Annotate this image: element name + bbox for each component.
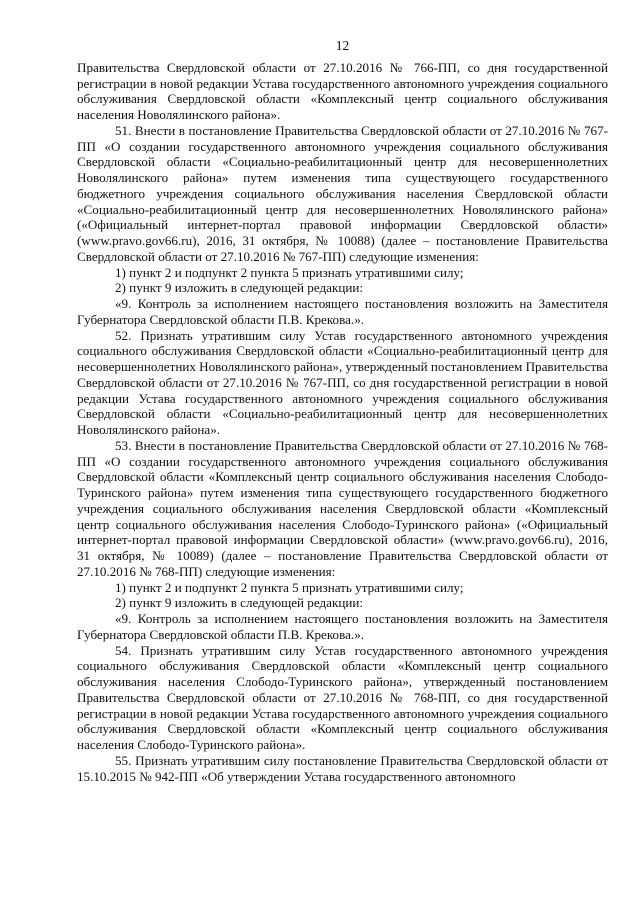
paragraph-54: 54. Признать утратившим силу Устав государственного автономного учреждения социального обслуживания Свердловской области «Комплексный центр социального обслуживания населения Слободо-Туринского района», утвержденный постановлением Правительства Свердловской области от 27.10.2016 № 768-ПП, со дня государственной регистрации в новой редакции Устава государственного автономного учреждения социального обслуживания Свердловской области «Комплексный центр социального обслуживания населения Слободо-Туринского района». <box>77 642 608 752</box>
document-page <box>77 38 608 784</box>
paragraph-51: 51. Внести в постановление Правительства Свердловской области от 27.10.2016 № 767-ПП «О создании государственного автономного учреждения социального обслуживания Свердловской области «Социально-реабилитационный центр для несовершеннолетних Новолялинского района» путем изменения типа существующего государственного бюджетного учреждения социального обслуживания населения Свердловской области «Социально-реабилитационный центр для несовершеннолетних Новолялинского района» («Официальный интернет-портал правовой информации Свердловской области» (www.pravo.gov66.ru), 2016, 31 октября, № 10088) (далее – постановление Правительства Свердловской области от 27.10.2016 № 767-ПП) следующие изменения: <box>77 122 608 264</box>
page-number: 12 <box>335 38 350 53</box>
paragraph-55: 55. Признать утратившим силу постановление Правительства Свердловской области от 15.10.2015 № 942-ПП «Об утверждении Устава государственного автономного <box>77 752 608 784</box>
paragraph-continuation: Правительства Свердловской области от 27.10.2016 № 766-ПП, со дня государственной регистрации в новой редакции Устава государственного автономного учреждения социального обслуживания Свердловской области «Комплексный центр социального обслуживания населения Новолялинского района». <box>77 59 608 122</box>
paragraph-51-quote: «9. Контроль за исполнением настоящего постановления возложить на Заместителя Губернатора Свердловской области П.В. Крекова.». <box>77 296 608 327</box>
paragraph-53: 53. Внести в постановление Правительства Свердловской области от 27.10.2016 № 768-ПП «О создании государственного автономного учреждения социального обслуживания Свердловской области «Комплексный центр социального обслуживания населения Слободо-Туринского района» путем изменения типа существующего государственного бюджетного учреждения социального обслуживания населения Свердловской области «Комплексный центр социального обслуживания населения Слободо-Туринского района» («Официальный интернет-портал правовой информации Свердловской области» (www.pravo.gov66.ru), 2016, 31 октября, № 10089) (далее – постановление Правительства Свердловской области от 27.10.2016 № 768-ПП) следующие изменения: <box>77 437 608 579</box>
paragraph-53-quote: «9. Контроль за исполнением настоящего постановления возложить на Заместителя Губернатора Свердловской области П.В. Крекова.». <box>77 611 608 642</box>
paragraph-52: 52. Признать утратившим силу Устав государственного автономного учреждения социального обслуживания Свердловской области «Социально-реабилитационный центр для несовершеннолетних Новолялинского района», утвержденный постановлением Правительства Свердловской области от 27.10.2016 № 767-ПП, со дня государственной регистрации в новой редакции Устава государственного автономного учреждения социального обслуживания Свердловской области «Социально-реабилитационный центр для несовершеннолетних Новолялинского района». <box>77 327 608 437</box>
paragraph-51-item-1: 1) пункт 2 и подпункт 2 пункта 5 признать утратившими силу; <box>115 264 464 280</box>
paragraph-53-item-1: 1) пункт 2 и подпункт 2 пункта 5 признать утратившими силу; <box>115 579 464 595</box>
paragraph-53-item-2: 2) пункт 9 изложить в следующей редакции: <box>115 595 363 611</box>
paragraph-51-item-2: 2) пункт 9 изложить в следующей редакции: <box>115 280 363 296</box>
